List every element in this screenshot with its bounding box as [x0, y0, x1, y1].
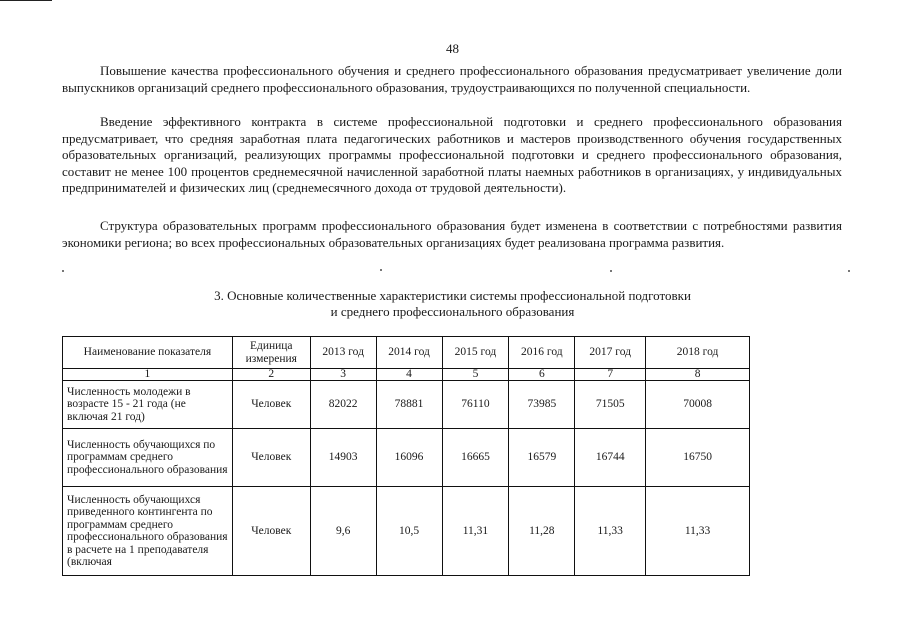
value-cell: 14903 [310, 429, 376, 487]
paragraph-2-text: Введение эффективного контракта в системе профессиональной подготовки и среднего профессионального образования предусматривает, что средняя заработная плата педагогических работников и мастеров производственного обучения государственных образовательных организаций, реализующих программы профессиональной подготовки и среднего профессионального образования, составит не менее 100 процентов среднемесячной начисленной заработной платы наемных работников в организациях, у индивидуальных предпринимателей и физических лиц (среднемесячного дохода от трудовой деятельности). [62, 114, 842, 195]
value-cell: 71505 [575, 381, 646, 429]
paragraph-1 [62, 63, 842, 96]
value-cell: 11,31 [442, 487, 509, 576]
value-cell: 11,28 [509, 487, 575, 576]
column-number: 4 [376, 369, 442, 381]
header-year-2014: 2014 год [376, 337, 442, 369]
value-cell: 10,5 [376, 487, 442, 576]
section-title-line-2: и среднего профессионального образования [330, 303, 575, 319]
indicator-name: Численность обучающихся по программам среднего профессионального образования [63, 429, 233, 487]
value-cell: 11,33 [575, 487, 646, 576]
value-cell: 70008 [646, 381, 750, 429]
column-number: 6 [509, 369, 575, 381]
value-cell: 78881 [376, 381, 442, 429]
section-title-line-1: 3. Основные количественные характеристики системы профессиональной подготовки [214, 288, 691, 303]
scan-dots [62, 268, 852, 272]
column-number: 1 [63, 369, 233, 381]
column-number: 8 [646, 369, 750, 381]
indicator-name: Численность молодежи в возрасте 15 - 21 года (не включая 21 год) [63, 381, 233, 429]
column-number: 7 [575, 369, 646, 381]
unit-cell: Человек [232, 429, 310, 487]
indicator-name: Численность обучающихся приведенного контингента по программам среднего профессионального образования в расчете на 1 преподавателя (включая [63, 487, 233, 576]
value-cell: 16750 [646, 429, 750, 487]
scan-dot [848, 270, 850, 272]
value-cell: 76110 [442, 381, 509, 429]
scan-dot [62, 270, 64, 272]
value-cell: 16665 [442, 429, 509, 487]
page-number: 48 [446, 41, 459, 56]
column-number: 3 [310, 369, 376, 381]
value-cell: 9,6 [310, 487, 376, 576]
header-indicator-name: Наименование показателя [63, 337, 233, 369]
header-year-2015: 2015 год [442, 337, 509, 369]
value-cell: 16579 [509, 429, 575, 487]
paragraph-3 [62, 218, 842, 251]
value-cell: 73985 [509, 381, 575, 429]
paragraph-1-text: Повышение качества профессионального обучения и среднего профессионального образования предусматривает увеличение доли выпускников организаций среднего профессионального образования, трудоустраивающихся по полученной специальности. [62, 63, 842, 95]
header-year-2013: 2013 год [310, 337, 376, 369]
paragraph-3-text: Структура образовательных программ профессионального образования будет изменена в соответствии с потребностями развития экономики региона; во всех профессиональных образовательных организациях будет реализована программа развития. [62, 218, 842, 250]
table-header-row [63, 337, 750, 369]
header-year-2016: 2016 год [509, 337, 575, 369]
unit-cell: Человек [232, 487, 310, 576]
scan-edge-line [0, 0, 52, 1]
header-year-2018: 2018 год [646, 337, 750, 369]
unit-cell: Человек [232, 381, 310, 429]
scan-dot [380, 269, 382, 271]
header-unit: Единица измерения [232, 337, 310, 369]
scan-dot [610, 270, 612, 272]
table-row [63, 429, 750, 487]
section-title [0, 288, 905, 319]
header-year-2017: 2017 год [575, 337, 646, 369]
value-cell: 16096 [376, 429, 442, 487]
table-row [63, 381, 750, 429]
value-cell: 16744 [575, 429, 646, 487]
paragraph-2 [62, 114, 842, 197]
value-cell: 82022 [310, 381, 376, 429]
column-number-row [63, 369, 750, 381]
column-number: 2 [232, 369, 310, 381]
statistics-table [62, 336, 750, 576]
column-number: 5 [442, 369, 509, 381]
value-cell: 11,33 [646, 487, 750, 576]
table-row [63, 487, 750, 576]
